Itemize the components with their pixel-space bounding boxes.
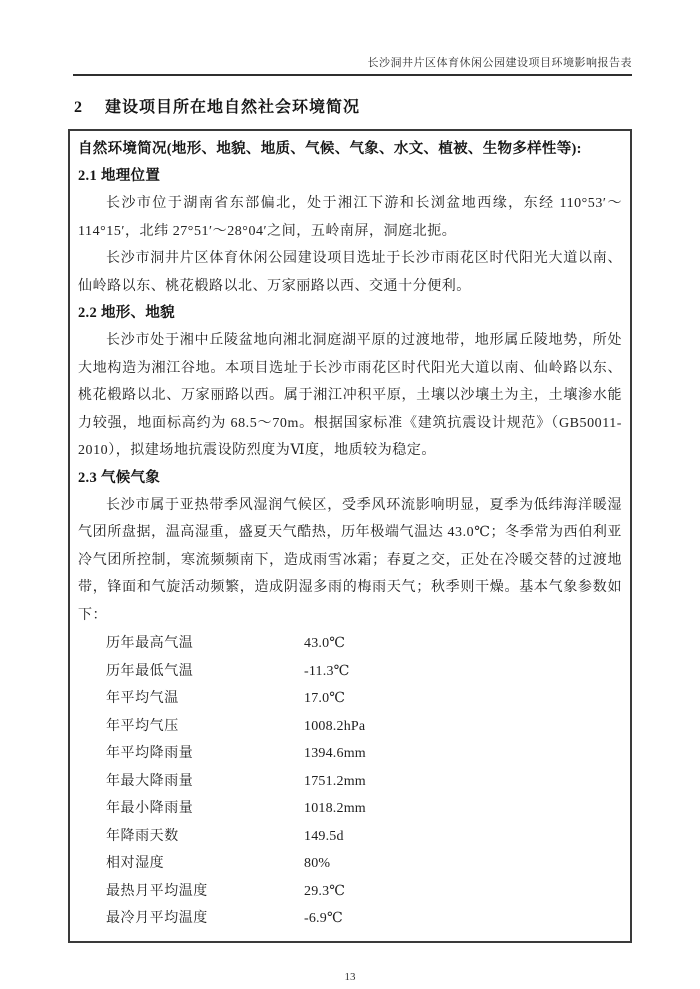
section-number: 2 [74, 99, 82, 116]
parameter-value: 29.3℃ [304, 883, 346, 899]
subsection-heading-terrain: 2.2 地形、地貌 [78, 305, 175, 321]
climate-parameter-row [78, 740, 622, 768]
parameter-value: -6.9℃ [304, 911, 343, 926]
climate-parameter-row [78, 768, 622, 796]
header-title: 长沙洞井片区体育休闲公园建设项目环境影响报告表 [367, 57, 632, 69]
paragraph-geography-1: 长沙市位于湖南省东部偏北，处于湘江下游和长浏盆地西缘，东经 110°53′～114°15′，北纬 27°51′～28°04′之间，五岭南屏，洞庭北扼。 [78, 196, 622, 239]
environment-summary-box [68, 129, 632, 943]
subsection-geography [78, 163, 622, 300]
parameter-value: 1751.2mm [304, 773, 366, 789]
parameter-value: 149.5d [304, 828, 344, 844]
page-footer [68, 971, 632, 983]
section-heading [74, 94, 632, 117]
parameter-label: 年平均降雨量 [106, 746, 194, 761]
parameter-label: 最冷月平均温度 [106, 911, 208, 926]
parameter-label: 年最大降雨量 [106, 773, 194, 789]
subsection-terrain [78, 300, 622, 465]
section-title: 建设项目所在地自然社会环境简况 [105, 99, 361, 116]
climate-parameter-row [78, 630, 622, 658]
climate-parameter-list [78, 630, 622, 933]
page-header [73, 54, 632, 76]
subsection-heading-climate: 2.3 气候气象 [78, 469, 161, 486]
parameter-label: 年平均气压 [106, 718, 179, 734]
parameter-value: 43.0℃ [304, 636, 346, 651]
climate-parameter-row [78, 823, 622, 851]
parameter-label: 历年最高气温 [106, 636, 194, 651]
parameter-value: -11.3℃ [304, 663, 350, 679]
paragraph-terrain-1: 长沙市处于湘中丘陵盆地向湘北洞庭湖平原的过渡地带，地形属丘陵地势，所处大地构造为湘江谷地。本项目选址于长沙市雨花区时代阳光大道以南、仙岭路以东、桃花椴路以北、万家丽路以西。属于湘江冲积平原，土壤以沙壤土为主，土壤渗水能力较强，地面标高约为 68.5～70m。根据国家标准《建筑抗震设计规范》（GB50011-2010），拟建场地抗震设防烈度为Ⅵ度，地质较为稳定。 [78, 333, 622, 458]
parameter-value: 17.0℃ [304, 691, 346, 706]
climate-parameter-row [78, 878, 622, 906]
climate-parameter-row [78, 713, 622, 741]
climate-parameter-row [78, 685, 622, 713]
climate-parameter-row [78, 658, 622, 686]
parameter-label: 年最小降雨量 [106, 801, 194, 816]
parameter-label: 相对湿度 [106, 856, 165, 871]
climate-parameter-row [78, 850, 622, 878]
parameter-label: 最热月平均温度 [106, 883, 208, 899]
page-number: 13 [344, 970, 356, 983]
parameter-label: 年平均气温 [106, 691, 179, 706]
parameter-label: 历年最低气温 [106, 663, 194, 679]
parameter-value: 1008.2hPa [304, 718, 366, 734]
parameter-value: 80% [304, 856, 331, 871]
climate-parameter-row [78, 795, 622, 823]
subsection-climate [78, 465, 622, 933]
parameter-value: 1018.2mm [304, 801, 366, 816]
paragraph-climate-1: 长沙市属于亚热带季风湿润气候区，受季风环流影响明显，夏季为低纬海洋暖湿气团所盘据，温高湿重，盛夏天气酷热，历年极端气温达 43.0℃；冬季常为西伯利亚冷气团所控制，寒流频频南下，造成雨雪冰霜；春夏之交，正处在冷暖交替的过渡地带，锋面和气旋活动频繁，造成阴湿多雨的梅雨天气；秋季则干燥。基本气象参数如下： [78, 497, 622, 623]
box-title: 自然环境简况(地形、地貌、地质、气候、气象、水文、植被、生物多样性等): [78, 141, 582, 157]
paragraph-geography-2: 长沙市洞井片区体育休闲公园建设项目选址于长沙市雨花区时代阳光大道以南、仙岭路以东、桃花椴路以北、万家丽路以西、交通十分便利。 [78, 251, 622, 294]
parameter-value: 1394.6mm [304, 746, 366, 761]
parameter-label: 年降雨天数 [106, 828, 179, 844]
subsection-heading-geography: 2.1 地理位置 [78, 168, 161, 184]
climate-parameter-row [78, 905, 622, 933]
